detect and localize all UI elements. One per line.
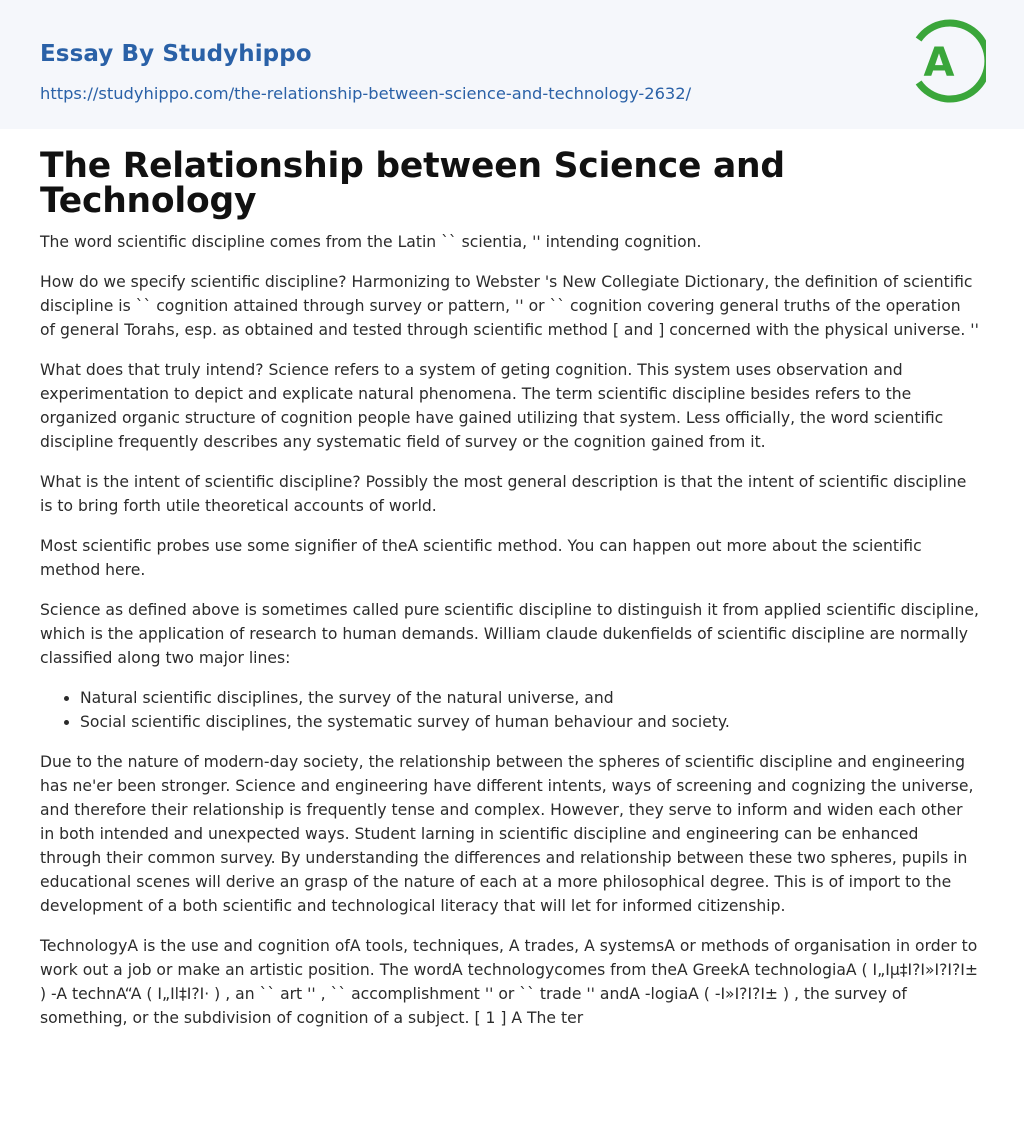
paragraph: TechnologyA is the use and cognition ofA tools, techniques, A trades, A systemsA or methods of organisation in order to work out a job or make an artistic position. The wordA technologycomes from theA GreekA technologiaA ( Ι„Ιμ‡Ι?Ι»Ι?Ι?Ι± ) -A technA“A ( Ι„Ιl‡Ι?Ι· ) , an `` art '' , `` accomplishment '' or `` trade '' andA -logiaA ( -Ι»Ι?Ι?Ι± ) , the survey of something, or the subdivision of cognition of a subject. [ 1 ] A The ter [40,937,978,1027]
page-header [0,0,1024,129]
site-brand[interactable]: Essay By Studyhippo [40,41,312,67]
paragraph: Most scientific probes use some signifier of theA scientific method. You can happen out more about the scientific method here. [40,537,922,579]
studyhippo-logo-icon[interactable] [912,19,986,105]
paragraph: Due to the nature of modern-day society, the relationship between the spheres of scientific discipline and engineering has ne'er been stronger. Science and engineering have different intents, ways of screening and cognizing the universe, and therefore their relationship is frequently tense and complex. However, they serve to inform and widen each other in both intended and unexpected ways. Student larning in scientific discipline and engineering can be enhanced through their common survey. By understanding the differences and relationship between these two spheres, pupils in educational scenes will derive an grasp of the nature of each at a more philosophical degree. This is of import to the development of a both scientific and technological literacy that will let for informed citizenship. [40,753,974,915]
paragraph: How do we specify scientific discipline? Harmonizing to Webster 's New Collegiate Dictionary, the definition of scientific discipline is `` cognition attained through survey or pattern, '' or `` cognition covering general truths of the operation of general Torahs, esp. as obtained and tested through scientific method [ and ] concerned with the physical universe. '' [40,273,979,339]
paragraph: The word scientific discipline comes from the Latin `` scientia, '' intending cognition. [40,233,702,251]
paragraph: What does that truly intend? Science refers to a system of geting cognition. This system uses observation and experimentation to depict and explicate natural phenomena. The term scientific discipline besides refers to the organized organic structure of cognition people have gained utilizing that system. Less officially, the word scientific discipline frequently describes any systematic field of survey or the cognition gained from it. [40,361,944,451]
logo-letter: A [923,40,955,86]
article-title: The Relationship between Science and Technology [40,146,785,221]
article [0,129,1024,1030]
paragraph: What is the intent of scientific discipline? Possibly the most general description is that the intent of scientific discipline is to bring forth utile theoretical accounts of world. [40,473,967,515]
list-item: • Natural scientific disciplines, the survey of the natural universe, and [80,686,984,710]
source-url-link[interactable]: https://studyhippo.com/the-relationship-between-science-and-technology-2632/ [40,84,692,103]
paragraph: Science as defined above is sometimes called pure scientific discipline to distinguish it from applied scientific discipline, which is the application of research to human demands. William claude dukenfields of scientific discipline are normally classified along two major lines: [40,601,979,667]
bullet-list [40,686,984,734]
list-item: • Social scientific disciplines, the systematic survey of human behaviour and society. [80,710,984,734]
